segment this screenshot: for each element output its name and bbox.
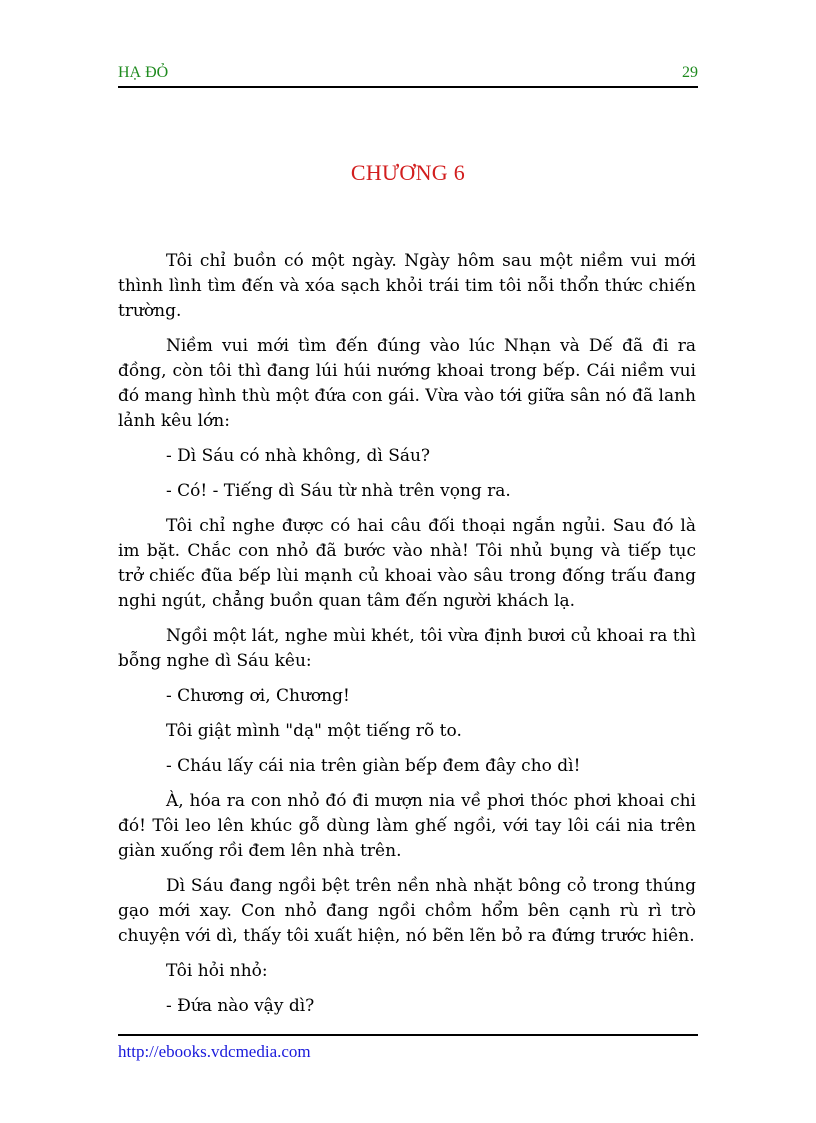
- paragraph: Tôi hỏi nhỏ:: [166, 961, 268, 981]
- paragraph: À, hóa ra con nhỏ đó đi mượn nia về phơi thóc phơi khoai chi đó! Tôi leo lên khúc gỗ dùng làm ghế ngồi, với tay lôi cái nia trên giàn xuống rồi đem lên nhà trên.: [118, 791, 696, 861]
- page-number: 29: [682, 64, 698, 81]
- dialog-line: - Dì Sáu có nhà không, dì Sáu?: [166, 446, 431, 466]
- dialog-line: - Có! - Tiếng dì Sáu từ nhà trên vọng ra.: [166, 481, 511, 501]
- footer-divider: [118, 1034, 698, 1036]
- dialog-line: - Chương ơi, Chương!: [166, 686, 350, 706]
- paragraph: Dì Sáu đang ngồi bệt trên nền nhà nhặt bông cỏ trong thúng gạo mới xay. Con nhỏ đang ngồi chồm hổm bên cạnh rù rì trò chuyện với dì, thấy tôi xuất hiện, nó bẽn lẽn bỏ ra đứng trước hiên.: [118, 876, 696, 946]
- paragraph: Ngồi một lát, nghe mùi khét, tôi vừa định bươi củ khoai ra thì bỗng nghe dì Sáu kêu:: [118, 626, 696, 671]
- footer-link[interactable]: http://ebooks.vdcmedia.com: [118, 1042, 311, 1061]
- paragraph: Tôi chỉ nghe được có hai câu đối thoại ngắn ngủi. Sau đó là im bặt. Chắc con nhỏ đã bước vào nhà! Tôi nhủ bụng và tiếp tục trở chiếc đũa bếp lùi mạnh củ khoai vào sâu trong đống trấu đang nghi ngút, chẳng buồn quan tâm đến người khách lạ.: [118, 516, 696, 611]
- chapter-title: CHƯƠNG 6: [350, 160, 466, 185]
- body-text: [118, 249, 696, 1029]
- dialog-line: - Cháu lấy cái nia trên giàn bếp đem đây cho dì!: [166, 756, 581, 776]
- header-divider: [118, 86, 698, 88]
- paragraph: Tôi chỉ buồn có một ngày. Ngày hôm sau một niềm vui mới thình lình tìm đến và xóa sạch khỏi trái tim tôi nỗi thổn thức chiến trường.: [118, 251, 696, 321]
- dialog-line: - Đứa nào vậy dì?: [166, 996, 315, 1016]
- paragraph: Niềm vui mới tìm đến đúng vào lúc Nhạn và Dế đã đi ra đồng, còn tôi thì đang lúi húi nướng khoai trong bếp. Cái niềm vui đó mang hình thù một đứa con gái. Vừa vào tới giữa sân nó đã lanh lảnh kêu lớn:: [118, 336, 696, 431]
- page-header: [118, 64, 698, 88]
- paragraph: Tôi giật mình "dạ" một tiếng rõ to.: [166, 721, 462, 741]
- book-title: HẠ ĐỎ: [118, 64, 169, 81]
